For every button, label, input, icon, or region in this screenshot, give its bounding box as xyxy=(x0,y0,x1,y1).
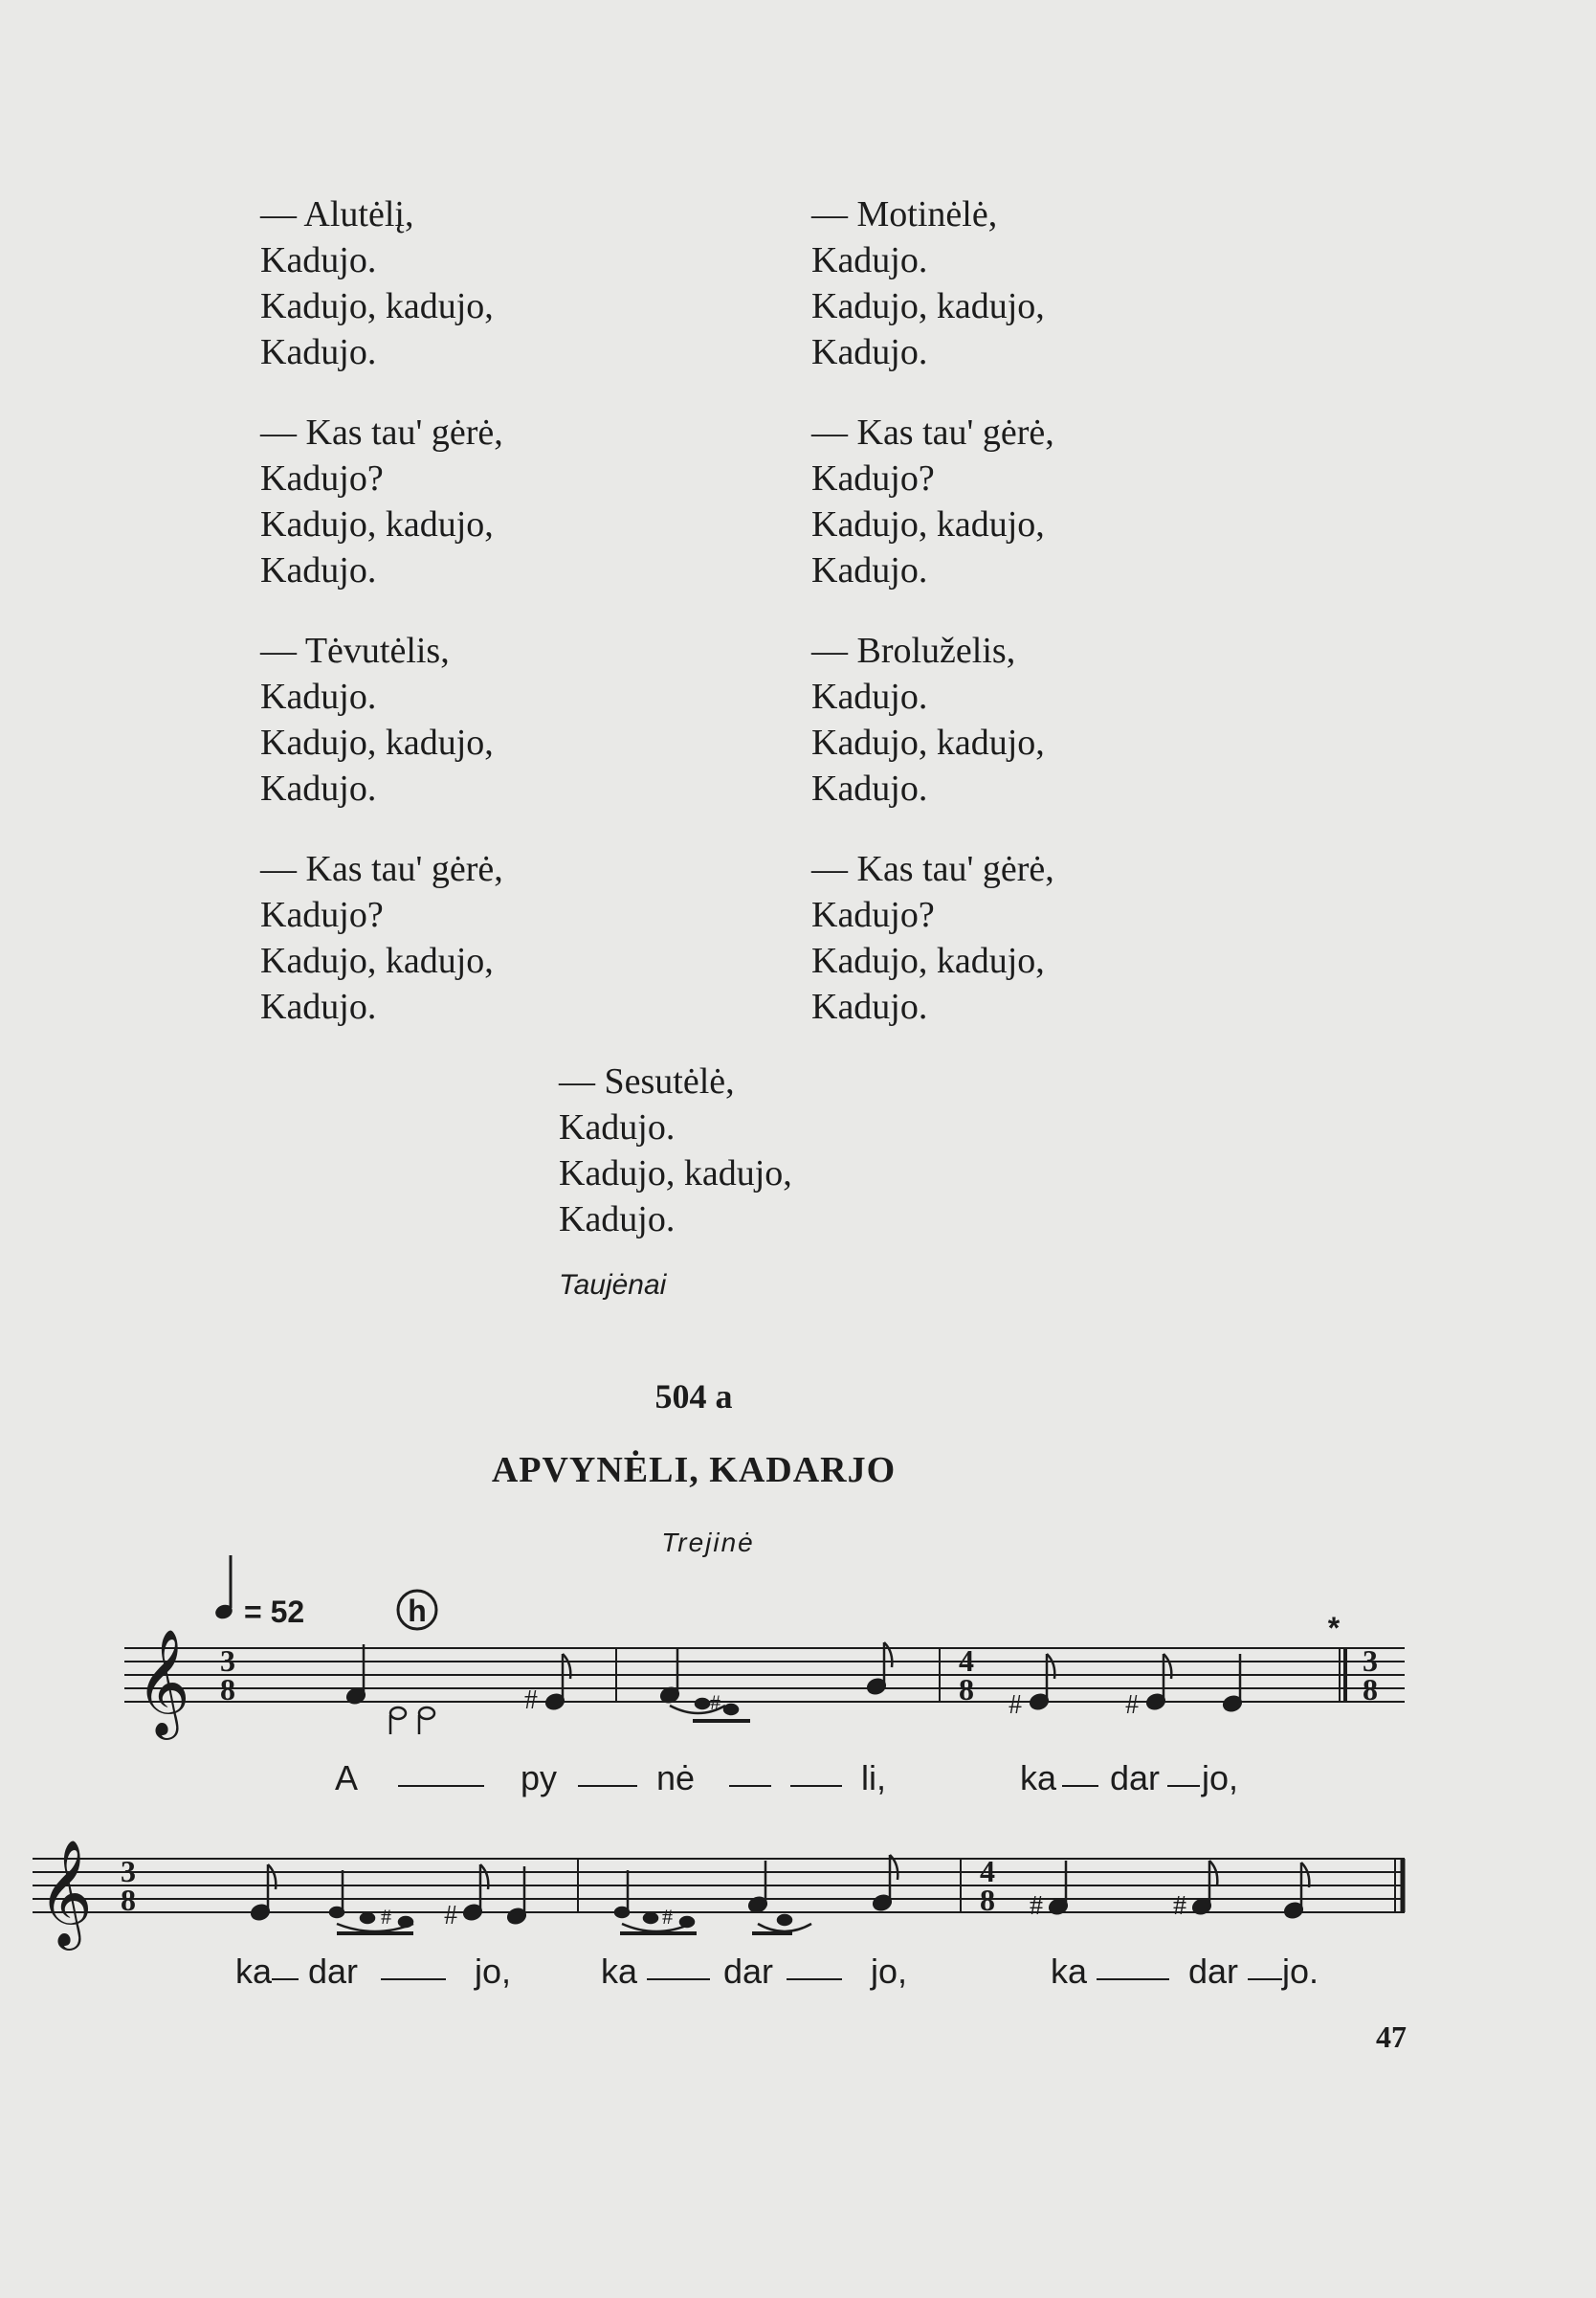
verse-line: — Kas tau' gėrė, xyxy=(811,413,1054,453)
verse-line: — Sesutėlė, xyxy=(559,1061,735,1102)
notes-staff-2 xyxy=(250,1855,1309,1933)
verse-line: Kadujo. xyxy=(260,987,377,1027)
verse-line: — Motinėlė, xyxy=(811,194,998,234)
verse-line: Kadujo, kadujo, xyxy=(811,286,1045,326)
verse-line: Kadujo, kadujo, xyxy=(260,723,494,763)
syllable: dar xyxy=(1110,1758,1161,1797)
song-title: APVYNĖLI, KADARJO xyxy=(491,1450,897,1490)
verse-line: — Tėvutėlis, xyxy=(260,631,450,671)
note xyxy=(724,1705,738,1714)
note xyxy=(390,1707,406,1719)
verse-line: Kadujo. xyxy=(811,769,928,809)
tempo-marking xyxy=(213,1555,304,1629)
time-sig-bottom: 8 xyxy=(980,1883,995,1917)
verse-line: Kadujo. xyxy=(559,1107,676,1148)
time-sig-top: 3 xyxy=(121,1854,136,1888)
svg-text:#: # xyxy=(710,1690,720,1714)
verse-line: — Kas tau' gėrė, xyxy=(811,849,1054,889)
syllable: dar xyxy=(308,1952,359,1991)
staff-1 xyxy=(124,1648,1405,1702)
syllable: dar xyxy=(723,1952,774,1991)
verse-line: Kadujo. xyxy=(559,1199,676,1239)
time-sig-top: 4 xyxy=(959,1643,974,1678)
verse-line: Kadujo, kadujo, xyxy=(559,1153,792,1194)
page-number: 47 xyxy=(1376,2019,1407,2054)
verse-line: Kadujo? xyxy=(811,895,935,935)
note xyxy=(778,1915,791,1925)
verse-line: Kadujo. xyxy=(811,550,928,591)
place-name: Taujėnai xyxy=(559,1269,667,1301)
syllable: jo. xyxy=(1282,1952,1319,1991)
verse-line: Kadujo, kadujo, xyxy=(811,723,1045,763)
syllable: ka xyxy=(235,1952,273,1991)
tempo-value: = 52 xyxy=(244,1595,305,1629)
verse-line: Kadujo. xyxy=(260,677,377,717)
syllable: py xyxy=(521,1758,558,1797)
verse-line: Kadujo? xyxy=(260,895,384,935)
syllable: A xyxy=(335,1758,359,1797)
verse-line: Kadujo, kadujo, xyxy=(811,941,1045,981)
verse-line: Kadujo. xyxy=(260,769,377,809)
svg-text:#: # xyxy=(1125,1690,1139,1720)
svg-text:#: # xyxy=(1173,1891,1186,1921)
syllable: dar xyxy=(1188,1952,1239,1991)
time-sig-top: 4 xyxy=(980,1854,995,1888)
verse-line: — Kas tau' gėrė, xyxy=(260,413,503,453)
lyrics-line-1 xyxy=(335,1758,1238,1797)
time-sig-bottom: 8 xyxy=(121,1883,136,1917)
verse-line: Kadujo. xyxy=(811,240,928,280)
lyrics-line-2 xyxy=(235,1952,1319,1991)
svg-text:#: # xyxy=(1009,1690,1022,1720)
song-number: 504 a xyxy=(654,1377,733,1416)
song-subtitle: Trejinė xyxy=(661,1528,755,1557)
verse-line: Kadujo, kadujo, xyxy=(811,504,1045,545)
verse-line: — Alutėlį, xyxy=(260,194,414,234)
svg-text:#: # xyxy=(524,1685,538,1715)
verse-line: Kadujo? xyxy=(811,458,935,499)
note xyxy=(361,1913,374,1923)
syllable: ka xyxy=(1020,1758,1057,1797)
verse-line: Kadujo. xyxy=(811,677,928,717)
time-sig-bottom: 8 xyxy=(220,1672,235,1707)
svg-text:#: # xyxy=(1030,1891,1043,1921)
note xyxy=(419,1707,434,1719)
time-sig-bottom: 8 xyxy=(1363,1672,1378,1707)
verse-line: Kadujo. xyxy=(811,987,928,1027)
circled-letter xyxy=(398,1591,436,1629)
time-sig-top: 3 xyxy=(1363,1643,1378,1678)
verse-line: Kadujo, kadujo, xyxy=(260,504,494,545)
time-sig-top: 3 xyxy=(220,1643,235,1678)
svg-text:#: # xyxy=(662,1905,673,1929)
verse-line: — Broluželis, xyxy=(811,631,1016,671)
svg-text:#: # xyxy=(381,1905,391,1929)
svg-text:#: # xyxy=(444,1901,457,1930)
verse-line: Kadujo. xyxy=(811,332,928,372)
note xyxy=(644,1913,657,1923)
syllable: jo, xyxy=(871,1952,908,1991)
verse-line: Kadujo. xyxy=(260,240,377,280)
time-sig-bottom: 8 xyxy=(959,1672,974,1707)
syllable: nė xyxy=(656,1758,696,1797)
verse-line: Kadujo. xyxy=(260,550,377,591)
verse-line: Kadujo? xyxy=(260,458,384,499)
asterisk-mark: * xyxy=(1327,1611,1341,1645)
syllable: ka xyxy=(1051,1952,1088,1991)
circle-letter-h: h xyxy=(408,1594,427,1628)
syllable: jo, xyxy=(1202,1758,1239,1797)
syllable: jo, xyxy=(475,1952,512,1991)
verse-line: Kadujo, kadujo, xyxy=(260,286,494,326)
verse-line: — Kas tau' gėrė, xyxy=(260,849,503,889)
treble-clef-icon: 𝄞 xyxy=(38,1839,93,1946)
syllable: li, xyxy=(861,1758,886,1797)
verse-line: Kadujo, kadujo, xyxy=(260,941,494,981)
treble-clef-icon: 𝄞 xyxy=(136,1628,190,1735)
verse-line: Kadujo. xyxy=(260,332,377,372)
note xyxy=(696,1699,709,1708)
syllable: ka xyxy=(601,1952,638,1991)
